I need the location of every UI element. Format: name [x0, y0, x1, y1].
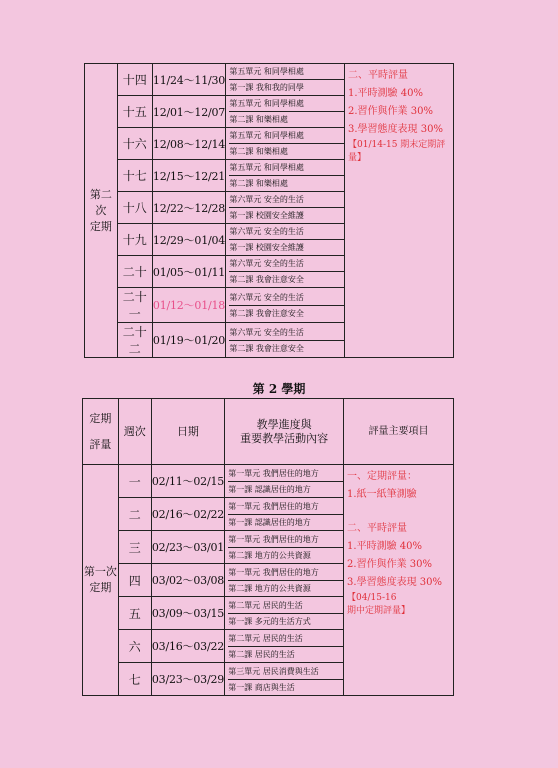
table-row [85, 64, 454, 96]
date-cell: 01/12～01/18 [152, 288, 226, 323]
evaluation-heading: 二、平時評量 [347, 523, 408, 534]
date-cell: 01/19～01/20 [152, 323, 226, 358]
content-cell [225, 531, 344, 564]
content-cell [226, 96, 345, 128]
date-cell: 01/05～01/11 [152, 256, 226, 288]
period-label-line: 定期 [89, 581, 112, 594]
lesson-text: 第二課 和樂相處 [229, 179, 288, 188]
evaluation-note: 期中定期評量】 [347, 606, 411, 616]
week-cell: 二十一 [117, 288, 152, 323]
unit-text: 第三單元 居民消費與生活 [228, 664, 343, 680]
lesson-text: 第一課 我和我的同學 [229, 83, 304, 92]
week-cell: 十九 [117, 224, 152, 256]
week-cell: 二十二 [117, 323, 152, 358]
content-cell [226, 256, 345, 288]
week-cell: 二 [118, 498, 151, 531]
unit-text: 第五單元 和同學相處 [229, 96, 344, 112]
period-label [83, 465, 119, 696]
unit-text: 第二單元 居民的生活 [228, 631, 343, 647]
unit-text: 第五單元 和同學相處 [229, 64, 344, 80]
evaluation-heading: 二、平時評量 [348, 70, 409, 81]
evaluation-note: 【04/15-16 [347, 593, 397, 603]
date-cell: 12/22～12/28 [152, 192, 226, 224]
evaluation-item: 1.紙一紙筆測驗 [347, 489, 417, 500]
evaluation-item: 1.平時測驗 40% [347, 541, 422, 552]
content-cell [226, 160, 345, 192]
unit-text: 第六單元 安全的生活 [229, 224, 344, 240]
week-cell: 十八 [117, 192, 152, 224]
evaluation-cell [344, 465, 454, 696]
semester2-schedule-table [82, 398, 454, 696]
header-content: 教學進度與 重要教學活動內容 [225, 399, 344, 465]
date-cell: 02/16～02/22 [151, 498, 225, 531]
content-cell [225, 564, 344, 597]
week-cell: 三 [118, 531, 151, 564]
unit-text: 第一單元 我們居住的地方 [228, 466, 343, 482]
week-cell: 四 [118, 564, 151, 597]
lesson-text: 第一課 多元的生活方式 [228, 616, 311, 626]
lesson-text: 第二課 我會注意安全 [229, 308, 304, 318]
week-cell: 六 [118, 630, 151, 663]
evaluation-note: 量】 [348, 153, 367, 163]
unit-text: 第六單元 安全的生活 [229, 192, 344, 208]
table-row [83, 465, 454, 498]
period-label-line: 第二次 [89, 187, 112, 217]
lesson-text: 第二課 我會注意安全 [229, 275, 304, 284]
content-cell [226, 288, 345, 323]
content-cell [225, 597, 344, 630]
content-cell [226, 64, 345, 96]
unit-text: 第二單元 居民的生活 [228, 598, 343, 614]
week-cell: 二十 [117, 256, 152, 288]
week-cell: 十六 [117, 128, 152, 160]
week-cell: 五 [118, 597, 151, 630]
date-cell: 12/15～12/21 [152, 160, 226, 192]
date-cell: 12/01～12/07 [152, 96, 226, 128]
evaluation-item: 2.習作與作業 30% [347, 559, 432, 570]
unit-text: 第六單元 安全的生活 [229, 256, 344, 272]
date-cell: 02/11～02/15 [151, 465, 225, 498]
table-header-row [83, 399, 454, 465]
evaluation-item: 1.平時測驗 40% [348, 88, 423, 99]
unit-text: 第一單元 我們居住的地方 [228, 565, 343, 581]
header-period: 定期 評量 [83, 399, 119, 465]
period-label-line: 第一次 [83, 565, 117, 578]
date-cell: 02/23～03/01 [151, 531, 225, 564]
date-cell: 03/16～03/22 [151, 630, 225, 663]
lesson-text: 第二課 和樂相處 [229, 147, 288, 156]
content-cell [225, 663, 344, 696]
content-cell [226, 128, 345, 160]
lesson-text: 第一課 商店與生活 [228, 682, 295, 692]
date-cell: 03/23～03/29 [151, 663, 225, 696]
content-cell [226, 323, 345, 358]
unit-text: 第五單元 和同學相處 [229, 128, 344, 144]
lesson-text: 第一課 認識居住的地方 [228, 484, 311, 494]
evaluation-item: 2.習作與作業 30% [348, 106, 433, 117]
header-date: 日期 [151, 399, 225, 465]
lesson-text: 第一課 認識居住的地方 [228, 517, 311, 527]
content-cell [226, 224, 345, 256]
date-cell: 12/08～12/14 [152, 128, 226, 160]
evaluation-item: 3.學習態度表現 30% [347, 577, 442, 588]
date-cell: 03/02～03/08 [151, 564, 225, 597]
week-cell: 十五 [117, 96, 152, 128]
unit-text: 第一單元 我們居住的地方 [228, 499, 343, 515]
week-cell: 七 [118, 663, 151, 696]
header-evaluation: 評量主要項目 [344, 399, 454, 465]
content-cell [226, 192, 345, 224]
unit-text: 第五單元 和同學相處 [229, 160, 344, 176]
evaluation-heading: 一、定期評量： [347, 471, 418, 482]
evaluation-cell [345, 64, 454, 358]
content-cell [225, 465, 344, 498]
lesson-text: 第二課 地方的公共資源 [228, 550, 311, 560]
unit-text: 第六單元 安全的生活 [229, 325, 344, 341]
week-cell: 十七 [117, 160, 152, 192]
lesson-text: 第一課 校園安全維護 [229, 211, 304, 220]
semester2-title: 第 2 學期 [252, 382, 306, 396]
lesson-text: 第二課 我會注意安全 [229, 343, 304, 353]
unit-text: 第一單元 我們居住的地方 [228, 532, 343, 548]
period-label-line: 定期 [89, 219, 112, 233]
content-cell [225, 498, 344, 531]
week-cell: 十四 [117, 64, 152, 96]
week-cell: 一 [118, 465, 151, 498]
date-cell: 12/29～01/04 [152, 224, 226, 256]
evaluation-note: 【01/14-15 期末定期評 [348, 140, 446, 150]
lesson-text: 第二課 和樂相處 [229, 115, 288, 124]
unit-text: 第六單元 安全的生活 [229, 290, 344, 306]
lesson-text: 第一課 校園安全維護 [229, 243, 304, 252]
lesson-text: 第二課 居民的生活 [228, 649, 295, 659]
period-label [85, 64, 118, 358]
content-cell [225, 630, 344, 663]
date-cell: 03/09～03/15 [151, 597, 225, 630]
header-week: 週次 [118, 399, 151, 465]
date-cell: 11/24～11/30 [152, 64, 226, 96]
lesson-text: 第二課 地方的公共資源 [228, 583, 311, 593]
evaluation-item: 3.學習態度表現 30% [348, 124, 443, 135]
semester1-schedule-table [84, 63, 454, 358]
